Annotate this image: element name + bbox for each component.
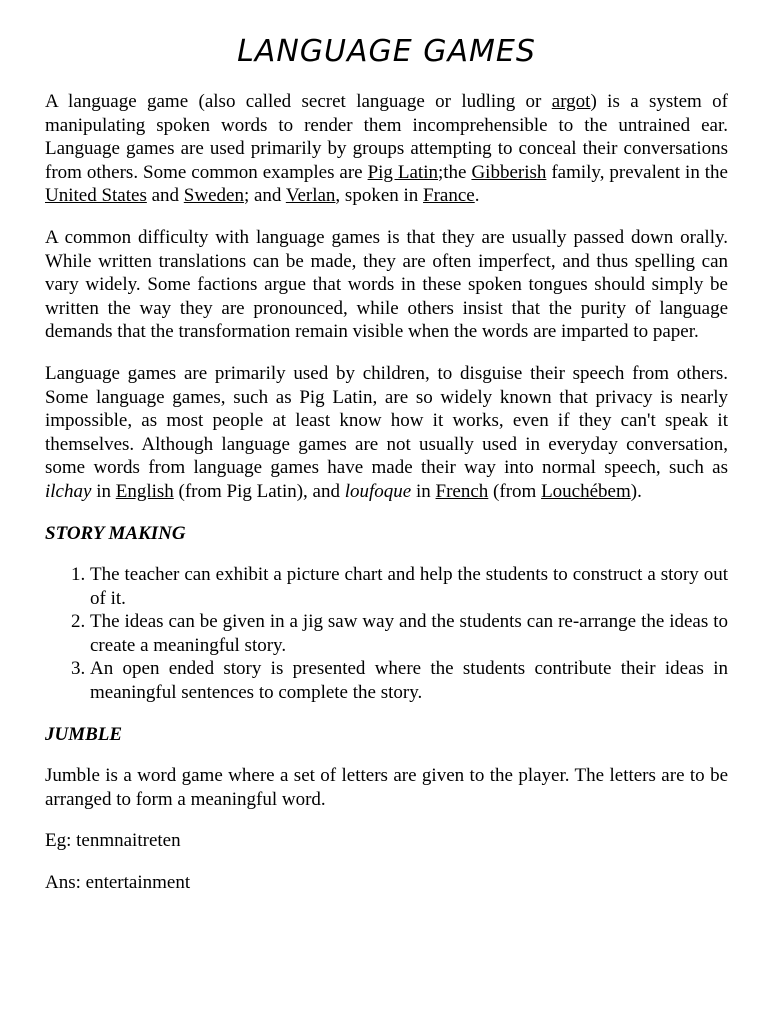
difficulty-paragraph: A common difficulty with language games is that they are usually passed down orally. While written translations can be made, they are often imperfect, and thus spelling can vary widely. Some factions argue that words in these spoken tongues should simply be written the way they are pronounced, while others insist that the purity of language demands that the transformation remain visible when the words are imparted to paper. xyxy=(45,226,728,343)
link-gibberish[interactable]: Gibberish xyxy=(471,161,547,183)
text-run: family, prevalent in the xyxy=(546,161,728,183)
text-run: ;the xyxy=(437,161,472,183)
link-united-states[interactable]: United States xyxy=(45,185,147,207)
list-item: 2. The ideas can be given in a jig saw way and the students can re-arrange the ideas to create a meaningful story. xyxy=(90,610,728,657)
text-run: in xyxy=(411,480,436,502)
link-sweden[interactable]: Sweden xyxy=(183,185,244,207)
jumble-answer: Ans: entertainment xyxy=(45,872,191,894)
text-run: (from xyxy=(488,480,542,502)
text-run: ; and xyxy=(243,185,286,207)
usage-paragraph xyxy=(45,362,728,504)
text-run: , spoken in xyxy=(335,185,424,207)
link-verlan[interactable]: Verlan xyxy=(285,185,336,207)
italic-term-ilchay: ilchay xyxy=(45,480,92,502)
intro-paragraph xyxy=(45,90,728,208)
link-france[interactable]: France xyxy=(423,185,475,207)
jumble-heading: JUMBLE xyxy=(45,723,123,745)
link-english[interactable]: English xyxy=(115,480,174,502)
link-argot[interactable]: argot xyxy=(551,91,591,112)
jumble-description: Jumble is a word game where a set of letters are given to the player. The letters are to be arranged to form a meaningful word. xyxy=(45,765,728,810)
link-french[interactable]: French xyxy=(435,480,489,502)
text-run: A language game (also called secret language or ludling or xyxy=(45,91,552,112)
link-pig-latin[interactable]: Pig Latin xyxy=(367,161,438,183)
italic-term-loufoque: loufoque xyxy=(344,480,412,502)
text-run: and xyxy=(146,185,184,207)
text-run: in xyxy=(91,480,116,502)
list-item: 1. The teacher can exhibit a picture chart and help the students to construct a story out of it. xyxy=(90,563,728,610)
page-title: LANGUAGE GAMES xyxy=(237,34,536,69)
jumble-example: Eg: tenmnaitreten xyxy=(45,830,181,852)
list-item: 3. An open ended story is presented where the students contribute their ideas in meaningful sentences to complete the story. xyxy=(90,657,728,704)
text-run: (from Pig Latin), and xyxy=(173,480,345,502)
text-run: Language games are primarily used by children, to disguise their speech from others. Some language games, such as Pig Latin, are so widely known that privacy is nearly impossible, as most people at least know how it works, even if they can't speak it themselves. Although language games are not usually used in everyday conversation, some words from language games have made their way into normal speech, such as xyxy=(45,362,728,479)
text-run: . xyxy=(474,185,480,207)
story-making-list xyxy=(45,563,728,705)
link-louchebem[interactable]: Louchébem xyxy=(541,480,631,502)
story-making-heading: STORY MAKING xyxy=(45,522,186,544)
text-run: ) is a system of manipulating spoken words to render them incomprehensible to the untrained ear. Language games are used primarily by groups attempting to conceal their conversations from others. Some common examples are xyxy=(45,91,728,183)
text-run: ). xyxy=(630,480,642,502)
